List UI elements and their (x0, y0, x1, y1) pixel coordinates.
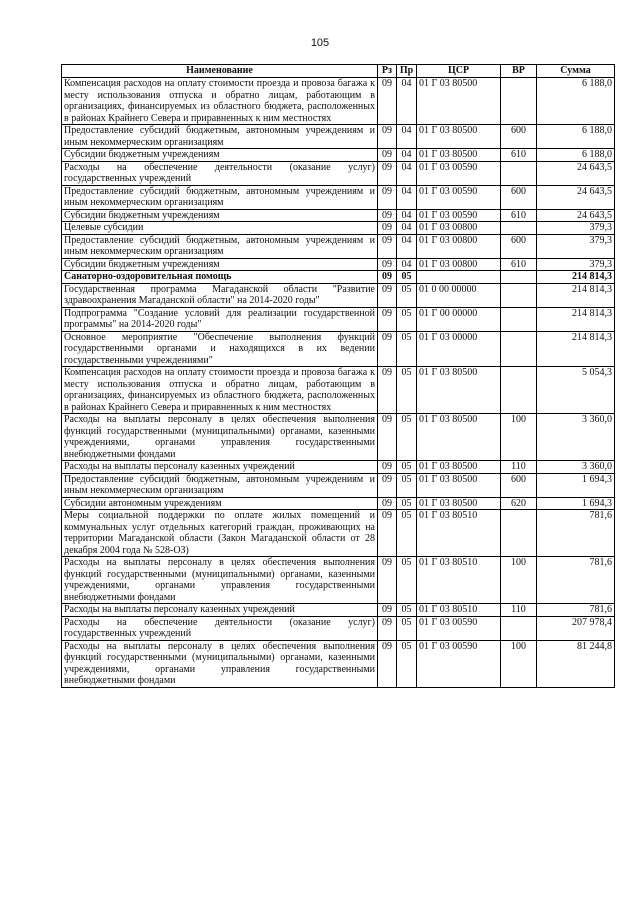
cell-rz: 09 (378, 161, 397, 185)
cell-sum: 6 188,0 (537, 149, 615, 162)
cell-csr: 01 Г 03 80500 (417, 497, 501, 510)
cell-name: Расходы на выплаты персоналу казенных учреждений (62, 604, 378, 617)
table-row (62, 234, 615, 258)
cell-name: Субсидии бюджетным учреждениям (62, 149, 378, 162)
cell-name: Основное мероприятие "Обеспечение выполнения функций государственными органами и находящихся в их ведении государственными учреждениями" (62, 331, 378, 367)
cell-pr: 04 (397, 161, 417, 185)
cell-rz: 09 (378, 209, 397, 222)
cell-pr: 04 (397, 222, 417, 235)
cell-pr: 05 (397, 510, 417, 557)
cell-name: Субсидии бюджетным учреждениям (62, 209, 378, 222)
cell-csr: 01 Г 03 80500 (417, 78, 501, 125)
cell-pr: 05 (397, 331, 417, 367)
cell-rz: 09 (378, 125, 397, 149)
cell-sum: 1 694,3 (537, 473, 615, 497)
cell-pr: 05 (397, 414, 417, 461)
table-row (62, 271, 615, 284)
cell-vr (501, 307, 537, 331)
cell-vr (501, 78, 537, 125)
cell-sum: 781,6 (537, 557, 615, 604)
cell-sum: 24 643,5 (537, 209, 615, 222)
cell-name: Государственная программа Магаданской области "Развитие здравоохранения Магаданской области" на 2014-2020 годы" (62, 283, 378, 307)
cell-pr: 05 (397, 283, 417, 307)
cell-sum: 24 643,5 (537, 185, 615, 209)
cell-vr (501, 616, 537, 640)
header-rz: Рз (378, 65, 397, 78)
cell-vr: 600 (501, 125, 537, 149)
cell-vr: 100 (501, 557, 537, 604)
cell-csr: 01 Г 03 80500 (417, 149, 501, 162)
cell-csr: 01 Г 03 80500 (417, 461, 501, 474)
cell-csr: 01 Г 03 00590 (417, 161, 501, 185)
cell-vr: 610 (501, 258, 537, 271)
cell-name: Субсидии автономным учреждениям (62, 497, 378, 510)
cell-name: Целевые субсидии (62, 222, 378, 235)
cell-sum: 1 694,3 (537, 497, 615, 510)
table-body (62, 78, 615, 688)
table-row (62, 78, 615, 125)
cell-vr (501, 283, 537, 307)
cell-csr: 01 0 00 00000 (417, 283, 501, 307)
cell-rz: 09 (378, 283, 397, 307)
header-vr: ВР (501, 65, 537, 78)
cell-name: Предоставление субсидий бюджетным, автономным учреждениям и иным некоммерческим организациям (62, 125, 378, 149)
table-row (62, 283, 615, 307)
cell-vr (501, 222, 537, 235)
table-row (62, 640, 615, 687)
cell-csr: 01 Г 03 00000 (417, 331, 501, 367)
cell-sum: 24 643,5 (537, 161, 615, 185)
cell-pr: 05 (397, 307, 417, 331)
cell-vr (501, 510, 537, 557)
cell-csr: 01 Г 03 00590 (417, 640, 501, 687)
cell-csr: 01 Г 03 00590 (417, 185, 501, 209)
table-row (62, 604, 615, 617)
cell-csr (417, 271, 501, 284)
cell-name: Меры социальной поддержки по оплате жилых помещений и коммунальных услуг отдельных категорий граждан, проживающих на территории Магаданской области (Закон Магаданской области от 28 декабря 2004 года № 528-ОЗ) (62, 510, 378, 557)
cell-csr: 01 Г 03 80500 (417, 473, 501, 497)
cell-sum: 214 814,3 (537, 331, 615, 367)
cell-rz: 09 (378, 414, 397, 461)
header-name: Наименование (62, 65, 378, 78)
cell-vr: 610 (501, 149, 537, 162)
cell-sum: 5 054,3 (537, 367, 615, 414)
cell-rz: 09 (378, 271, 397, 284)
cell-csr: 01 Г 03 00800 (417, 234, 501, 258)
cell-rz: 09 (378, 473, 397, 497)
cell-pr: 04 (397, 234, 417, 258)
table-row (62, 616, 615, 640)
cell-sum: 3 360,0 (537, 461, 615, 474)
cell-vr (501, 161, 537, 185)
table-row (62, 473, 615, 497)
cell-vr: 600 (501, 473, 537, 497)
budget-table (61, 64, 615, 688)
header-pr: Пр (397, 65, 417, 78)
cell-pr: 04 (397, 258, 417, 271)
cell-sum: 207 978,4 (537, 616, 615, 640)
cell-pr: 05 (397, 557, 417, 604)
cell-name: Предоставление субсидий бюджетным, автономным учреждениям и иным некоммерческим организациям (62, 185, 378, 209)
cell-name: Расходы на выплаты персоналу в целях обеспечения выполнения функций государственными (муниципальными) органами, казенными учреждениями, органами управления государственными внебюджетными фондами (62, 557, 378, 604)
cell-rz: 09 (378, 367, 397, 414)
cell-name: Предоставление субсидий бюджетным, автономным учреждениям и иным некоммерческим организациям (62, 473, 378, 497)
cell-csr: 01 Г 03 00590 (417, 616, 501, 640)
page-number: 105 (310, 37, 330, 49)
cell-rz: 09 (378, 222, 397, 235)
cell-rz: 09 (378, 557, 397, 604)
cell-sum: 214 814,3 (537, 271, 615, 284)
table-header-row (62, 65, 615, 78)
table-row (62, 331, 615, 367)
cell-sum: 781,6 (537, 604, 615, 617)
header-csr: ЦСР (417, 65, 501, 78)
cell-sum: 6 188,0 (537, 125, 615, 149)
table-row (62, 497, 615, 510)
table-row (62, 149, 615, 162)
table-row (62, 125, 615, 149)
table-row (62, 367, 615, 414)
cell-sum: 6 188,0 (537, 78, 615, 125)
cell-pr: 05 (397, 473, 417, 497)
cell-vr (501, 331, 537, 367)
table-row (62, 510, 615, 557)
table-row (62, 414, 615, 461)
table-row (62, 185, 615, 209)
cell-csr: 01 Г 00 00000 (417, 307, 501, 331)
cell-rz: 09 (378, 640, 397, 687)
cell-name: Расходы на обеспечение деятельности (оказание услуг) государственных учреждений (62, 161, 378, 185)
cell-sum: 81 244,8 (537, 640, 615, 687)
cell-rz: 09 (378, 307, 397, 331)
cell-sum: 379,3 (537, 258, 615, 271)
cell-csr: 01 Г 03 00800 (417, 222, 501, 235)
cell-csr: 01 Г 03 80500 (417, 367, 501, 414)
cell-name: Компенсация расходов на оплату стоимости проезда и провоза багажа к месту использования отпуска и обратно лицам, работающим в организациях, финансируемых из областного бюджета, расположенных в районах Крайнего Севера и приравненных к ним местностях (62, 78, 378, 125)
cell-csr: 01 Г 03 80500 (417, 125, 501, 149)
cell-pr: 05 (397, 461, 417, 474)
cell-vr (501, 367, 537, 414)
cell-vr: 110 (501, 461, 537, 474)
cell-sum: 214 814,3 (537, 283, 615, 307)
cell-sum: 781,6 (537, 510, 615, 557)
cell-name: Компенсация расходов на оплату стоимости проезда и провоза багажа к месту использования отпуска и обратно лицам, работающим в организациях, финансируемых из областного бюджета, расположенных в районах Крайнего Севера и приравненных к ним местностях (62, 367, 378, 414)
cell-csr: 01 Г 03 80510 (417, 510, 501, 557)
cell-name: Расходы на выплаты персоналу в целях обеспечения выполнения функций государственными (муниципальными) органами, казенными учреждениями, органами управления государственными внебюджетными фондами (62, 640, 378, 687)
cell-name: Расходы на выплаты персоналу в целях обеспечения выполнения функций государственными (муниципальными) органами, казенными учреждениями, органами управления государственными внебюджетными фондами (62, 414, 378, 461)
table-row (62, 461, 615, 474)
cell-csr: 01 Г 03 00590 (417, 209, 501, 222)
cell-vr: 100 (501, 414, 537, 461)
cell-name: Предоставление субсидий бюджетным, автономным учреждениям и иным некоммерческим организациям (62, 234, 378, 258)
cell-pr: 05 (397, 367, 417, 414)
cell-vr: 610 (501, 209, 537, 222)
cell-csr: 01 Г 03 80510 (417, 604, 501, 617)
cell-csr: 01 Г 03 00800 (417, 258, 501, 271)
cell-csr: 01 Г 03 80500 (417, 414, 501, 461)
table-row (62, 557, 615, 604)
cell-pr: 04 (397, 125, 417, 149)
cell-name: Подпрограмма "Создание условий для реализации государственной программы" на 2014-2020 годы" (62, 307, 378, 331)
cell-rz: 09 (378, 510, 397, 557)
cell-sum: 379,3 (537, 222, 615, 235)
cell-rz: 09 (378, 185, 397, 209)
cell-vr: 600 (501, 234, 537, 258)
table-row (62, 307, 615, 331)
cell-pr: 05 (397, 497, 417, 510)
header-sum: Сумма (537, 65, 615, 78)
cell-pr: 04 (397, 185, 417, 209)
cell-pr: 04 (397, 209, 417, 222)
table-row (62, 258, 615, 271)
table-row (62, 161, 615, 185)
cell-pr: 05 (397, 640, 417, 687)
cell-pr: 05 (397, 271, 417, 284)
cell-vr: 600 (501, 185, 537, 209)
cell-rz: 09 (378, 149, 397, 162)
cell-rz: 09 (378, 497, 397, 510)
table-row (62, 222, 615, 235)
cell-sum: 3 360,0 (537, 414, 615, 461)
cell-vr (501, 271, 537, 284)
cell-csr: 01 Г 03 80510 (417, 557, 501, 604)
cell-rz: 09 (378, 234, 397, 258)
cell-sum: 214 814,3 (537, 307, 615, 331)
cell-name: Расходы на выплаты персоналу казенных учреждений (62, 461, 378, 474)
cell-rz: 09 (378, 258, 397, 271)
cell-vr: 100 (501, 640, 537, 687)
cell-pr: 05 (397, 604, 417, 617)
cell-pr: 04 (397, 78, 417, 125)
cell-name: Расходы на обеспечение деятельности (оказание услуг) государственных учреждений (62, 616, 378, 640)
cell-vr: 110 (501, 604, 537, 617)
cell-rz: 09 (378, 78, 397, 125)
cell-sum: 379,3 (537, 234, 615, 258)
cell-name: Субсидии бюджетным учреждениям (62, 258, 378, 271)
cell-vr: 620 (501, 497, 537, 510)
table-row (62, 209, 615, 222)
cell-pr: 04 (397, 149, 417, 162)
cell-name: Санаторно-оздоровительная помощь (62, 271, 378, 284)
cell-pr: 05 (397, 616, 417, 640)
cell-rz: 09 (378, 616, 397, 640)
cell-rz: 09 (378, 604, 397, 617)
cell-rz: 09 (378, 461, 397, 474)
cell-rz: 09 (378, 331, 397, 367)
